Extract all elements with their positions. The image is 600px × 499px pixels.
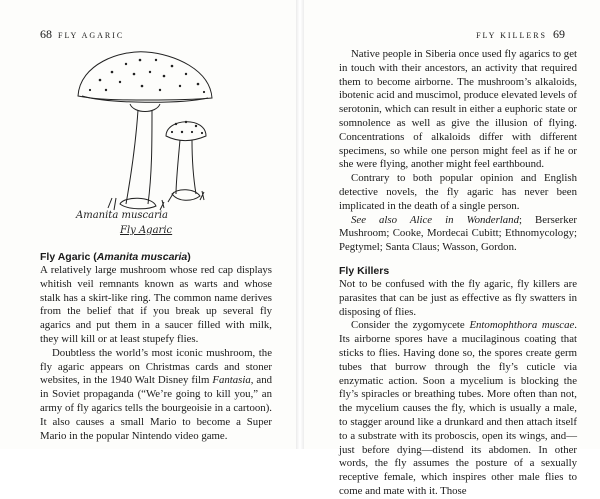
running-title-right: FLY KILLERS bbox=[476, 31, 547, 40]
large-base bbox=[120, 198, 156, 209]
illustration-caption-common: Fly Agaric bbox=[120, 225, 173, 236]
see-also-list: ; Berserker Mushroom; Cooke, Mordecai Cubitt; Ethnomycology; Pegtymel; Santa Claus; Wasson, Gordon. bbox=[339, 213, 578, 254]
entry-heading-fly-killers: Fly Killers bbox=[339, 264, 390, 277]
right-page bbox=[304, 0, 600, 497]
entry-heading-fly-agaric bbox=[40, 250, 272, 264]
heading-close: ) bbox=[187, 251, 191, 263]
paragraph: Native people in Siberia once used fly agarics to get in touch with their ancestors, an activity that required them to become airborne. The mushroom’s alkaloids, ibotenic acid and muscimol, produce elevated levels of serotonin, which can result in either a euphoric state or somnolence as well as give the illusion of flying. Concentrations of alkaloids differ with different specimens, so while one person might feel as if he or she were flying, another might feel earthbound. bbox=[339, 48, 577, 171]
illustration-caption-latin: Amanita muscaria bbox=[76, 210, 169, 221]
italic-species: Entomophthora muscae bbox=[469, 319, 575, 332]
paragraph: Not to be confused with the fly agaric, fly killers are parasites that can be just as effective as fly swatters in disposing of flies. bbox=[339, 277, 577, 318]
left-running-head bbox=[40, 27, 130, 42]
italic-title: Fantasia bbox=[212, 374, 251, 387]
text-span: , and in Soviet propaganda (“We’re going to kill you,” an army of fly agarics tells the bourgeoisie in a cartoon). It also causes a small Mario to become a Super Mario in the popular Nintendo video game. bbox=[40, 374, 272, 442]
large-ring bbox=[130, 104, 160, 112]
left-page bbox=[0, 0, 296, 449]
paragraph bbox=[339, 319, 577, 498]
see-also-italic: See also Alice in Wonderland bbox=[351, 213, 519, 226]
paragraph: A relatively large mushroom whose red cap displays whitish veil remnants known as warts and whose stalk has a skirt-like ring. The common name derives from the belief that if you break up several fly agarics and put them in a saucer filled with milk, they will kill or at least stupefy flies. bbox=[40, 264, 272, 345]
text-span: Consider the zygomycete bbox=[351, 319, 470, 332]
text-span: Doubtless the world’s most iconic mushroom, the fly agaric appears on Christmas cards and stoner websites, in the 1940 Walt Disney film bbox=[40, 346, 272, 387]
right-text-block bbox=[339, 48, 577, 499]
text-span: . Its airborne spores have a mucilaginous coating that sticks to flies. Having done so, the spores create germ tubes that burrow through the fly’s cuticle via enzymatic action. Soon a mycelium is blocking the fly’s spiracles or breathing tubes. More often than not, the mycelium causes the fly, which is usually a male, to stagger around like a drunkard and then attach itself to a substrate with its proboscis, open its wings, and—just before dying—distend its abdomen. In other words, the fly assumes the posture of a sexually receptive female, which inspires other male flies to come and mate with it. Those bbox=[339, 319, 577, 497]
book-gutter bbox=[296, 0, 304, 449]
paragraph bbox=[40, 347, 272, 444]
section-spacer bbox=[339, 255, 577, 264]
heading-italic: Amanita muscaria bbox=[96, 251, 188, 263]
see-also bbox=[339, 214, 577, 255]
large-stalk bbox=[126, 110, 152, 204]
right-running-head bbox=[470, 27, 565, 42]
paragraph: Contrary to both popular opinion and English detective novels, the fly agaric has never been implicated in the death of a single person. bbox=[339, 172, 577, 212]
large-cap bbox=[78, 52, 212, 100]
small-stalk bbox=[176, 140, 196, 194]
heading-main: Fly Agaric ( bbox=[40, 251, 97, 263]
page-number-right: 69 bbox=[553, 27, 565, 41]
running-title-left: FLY AGARIC bbox=[58, 31, 125, 40]
page-number-left: 68 bbox=[40, 27, 52, 41]
cap-warts bbox=[89, 59, 205, 134]
left-text-block bbox=[40, 250, 272, 443]
